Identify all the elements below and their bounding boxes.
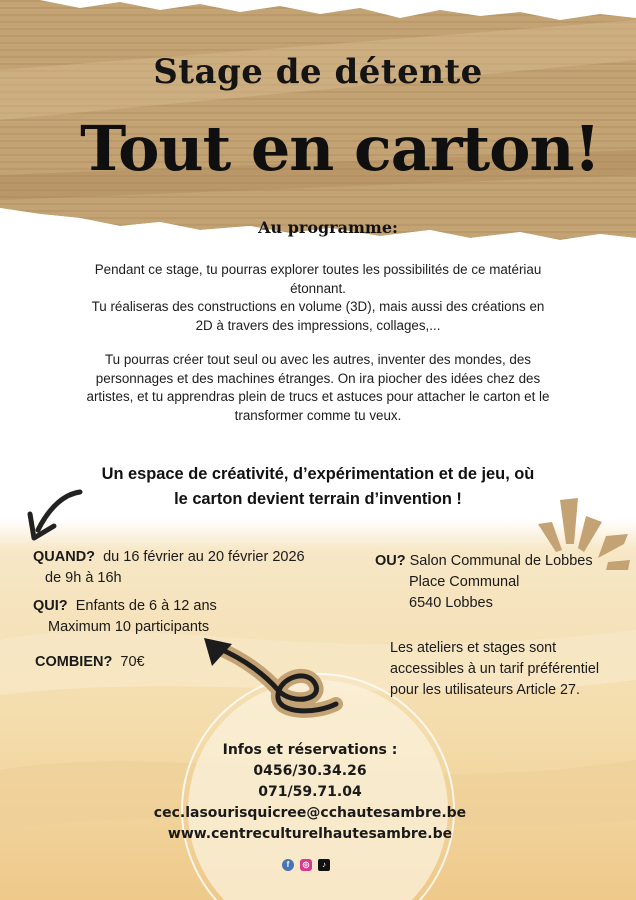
when-block <box>33 547 305 589</box>
phone-1[interactable]: 0456/30.34.26 <box>253 763 367 779</box>
tiktok-icon[interactable]: ♪ <box>318 859 330 871</box>
text-line: étonnant. <box>290 280 346 296</box>
program-paragraph-1 <box>78 261 558 335</box>
tagline-line: le carton devient terrain d’invention ! <box>174 490 462 508</box>
where-block <box>375 551 593 614</box>
social-icons <box>282 859 330 871</box>
phone-2[interactable]: 071/59.71.04 <box>258 784 362 800</box>
email-link[interactable]: cec.lasourisquicree@cchautesambre.be <box>153 805 467 821</box>
website-link[interactable]: www.centreculturelhautesambre.be <box>167 826 453 842</box>
main-title: Tout en carton! <box>80 112 600 185</box>
text-line: accessibles à un tarif préférentiel <box>390 661 600 677</box>
who-block <box>33 596 217 638</box>
program-heading: Au programme: <box>258 218 398 237</box>
tagline-line: Un espace de créativité, d’expérimentation et de jeu, où <box>101 465 535 483</box>
text-line: Pendant ce stage, tu pourras explorer toutes les possibilités de ce matériau <box>94 262 542 277</box>
article27-note <box>390 638 625 701</box>
when-label: QUAND? <box>33 549 96 565</box>
program-paragraph-2 <box>78 351 558 425</box>
swirl-arrow-icon <box>196 630 346 722</box>
facebook-icon[interactable]: f <box>282 859 294 871</box>
price-block <box>35 652 145 673</box>
text-line: transformer comme tu veux. <box>234 407 402 423</box>
stage-subtitle: Stage de détente <box>153 52 483 92</box>
where-line-3: 6540 Lobbes <box>409 595 493 611</box>
text-line: personnages et des machines étranges. On ira piocher des idées chez des <box>95 370 541 386</box>
instagram-icon[interactable]: ◎ <box>300 859 312 871</box>
text-line: Tu réaliseras des constructions en volume (3D), mais aussi des créations en <box>91 299 545 315</box>
arrow-down-left-icon <box>20 486 90 546</box>
text-line: Tu pourras créer tout seul ou avec les autres, inventer des mondes, des <box>105 352 531 367</box>
where-label: OU? <box>375 553 406 569</box>
where-line-2: Place Communal <box>409 574 520 590</box>
text-line: artistes, et tu apprendras plein de trucs et astuces pour attacher le carton et le <box>86 389 550 405</box>
price-label: COMBIEN? <box>35 654 113 670</box>
price-value: 70€ <box>120 654 145 670</box>
contact-block <box>150 740 470 845</box>
text-line: 2D à travers des impressions, collages,... <box>195 317 441 333</box>
who-label: QUI? <box>33 598 68 614</box>
who-max: Maximum 10 participants <box>48 619 210 635</box>
contact-heading: Infos et réservations : <box>222 742 398 758</box>
who-value: Enfants de 6 à 12 ans <box>75 598 217 614</box>
where-line-1: Salon Communal de Lobbes <box>409 553 593 569</box>
when-hours: de 9h à 16h <box>45 570 122 586</box>
when-value: du 16 février au 20 février 2026 <box>103 549 305 565</box>
tagline <box>40 462 596 512</box>
text-line: Les ateliers et stages sont <box>390 640 557 656</box>
text-line: pour les utilisateurs Article 27. <box>390 682 580 698</box>
